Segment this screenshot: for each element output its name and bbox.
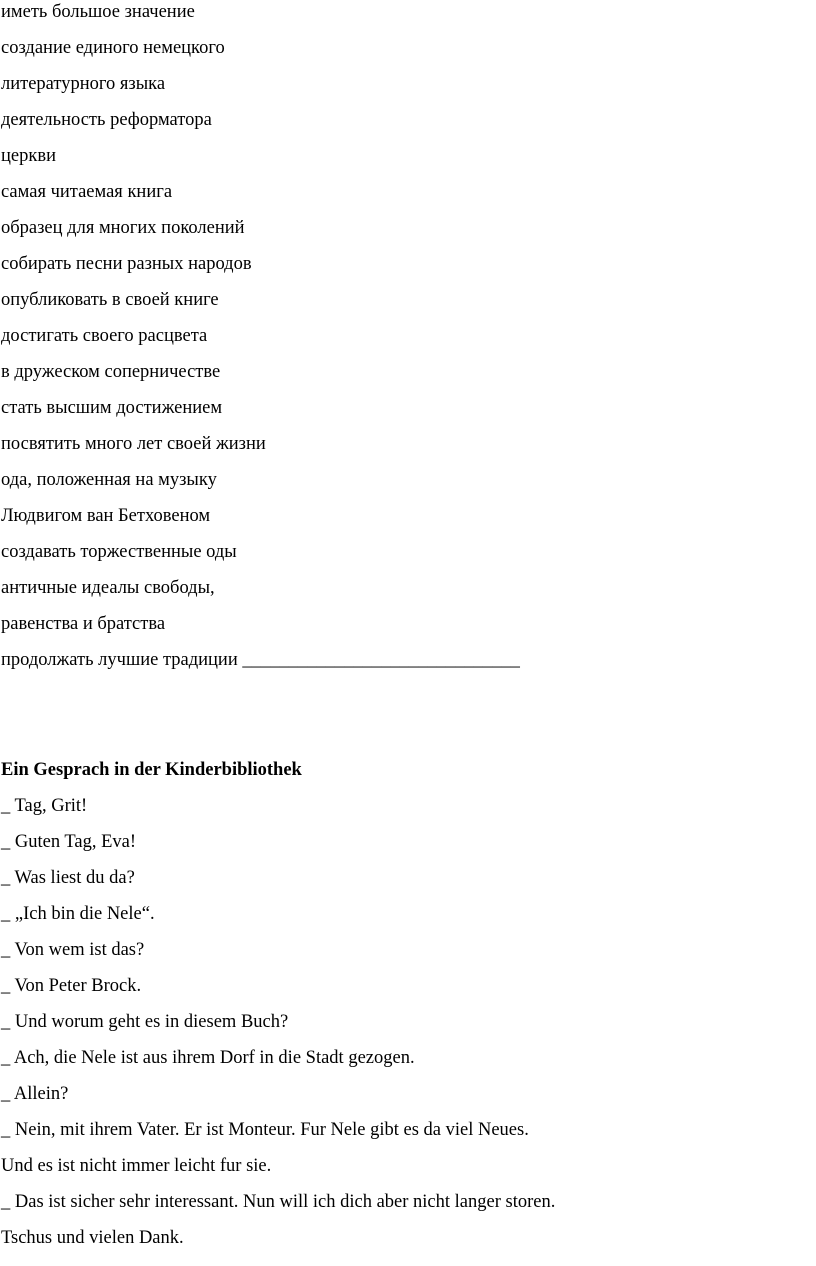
dialogue-line: _ Was liest du da? — [1, 868, 135, 888]
vocabulary-item: античные идеалы свободы, — [1, 578, 215, 598]
dialogue-line: _ Allein? — [1, 1084, 69, 1104]
vocabulary-item: в дружеском соперничестве — [1, 362, 221, 382]
dialogue-line: _ Von wem ist das? — [1, 940, 145, 960]
dialogue-line: _ Guten Tag, Eva! — [1, 832, 137, 852]
dialogue-line: _ Das ist sicher sehr interessant. Nun will ich dich aber nicht langer storen. — [1, 1192, 556, 1212]
dialogue-line: _ Tag, Grit! — [1, 796, 88, 816]
dialogue-line: _ Ach, die Nele ist aus ihrem Dorf in die Stadt gezogen. — [1, 1048, 415, 1068]
dialogue-title: Ein Gesprach in der Kinderbibliothek — [1, 760, 302, 780]
vocabulary-item: равенства и братства — [1, 614, 166, 634]
vocabulary-item: посвятить много лет своей жизни — [1, 434, 266, 454]
vocabulary-item: церкви — [1, 146, 56, 166]
vocabulary-item: деятельность реформатора — [1, 110, 212, 130]
vocabulary-item: ода, положенная на музыку — [1, 470, 217, 490]
vocabulary-item: продолжать лучшие традиции ______________________________ — [1, 650, 520, 670]
vocabulary-item: стать высшим достижением — [1, 398, 223, 418]
vocabulary-item: образец для многих поколений — [1, 218, 245, 238]
dialogue-line: _ Und worum geht es in diesem Buch? — [1, 1012, 289, 1032]
vocabulary-item: иметь большое значение — [1, 2, 195, 22]
vocabulary-item: собирать песни разных народов — [1, 254, 252, 274]
vocabulary-item: опубликовать в своей книге — [1, 290, 219, 310]
dialogue-line: Und es ist nicht immer leicht fur sie. — [1, 1156, 272, 1176]
dialogue-line: _ Nein, mit ihrem Vater. Er ist Monteur. Fur Nele gibt es da viel Neues. — [1, 1120, 529, 1140]
vocabulary-item: Людвигом ван Бетховеном — [1, 506, 211, 526]
vocabulary-item: самая читаемая книга — [1, 182, 173, 202]
vocabulary-item: создание единого немецкого — [1, 38, 225, 58]
dialogue-line: _ Von Peter Brock. — [1, 976, 142, 996]
dialogue-line: _ „Ich bin die Nele“. — [1, 904, 155, 924]
vocabulary-item: достигать своего расцвета — [1, 326, 208, 346]
vocabulary-item: создавать торжественные оды — [1, 542, 237, 562]
dialogue-line: Tschus und vielen Dank. — [1, 1228, 184, 1248]
vocabulary-item: литературного языка — [1, 74, 166, 94]
